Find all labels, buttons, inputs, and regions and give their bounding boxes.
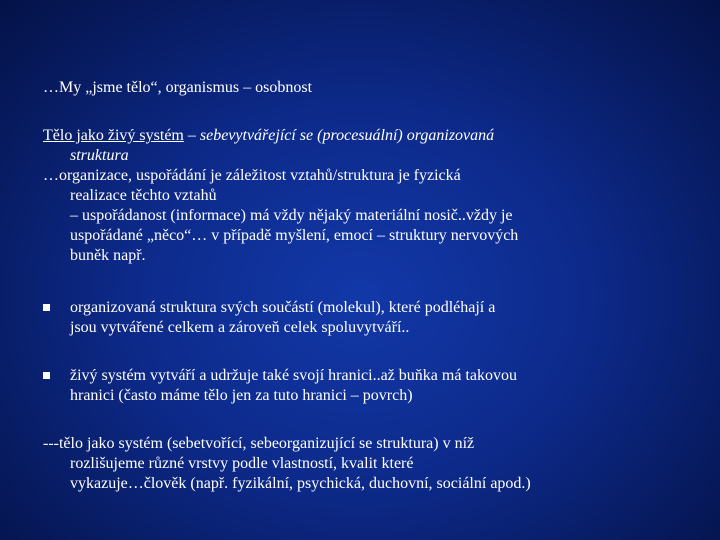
bullet-text-1a: organizovaná struktura svých součástí (molekul), které podléhají a [70, 299, 496, 316]
living-system-term: Tělo jako živý systém [43, 127, 184, 144]
bullet-text-2b: hranici (často máme tělo jen za tuto hranici – povrch) [70, 387, 413, 404]
system-line-cont-1: rozlišujeme různé vrstvy podle vlastností, kvalit které [70, 455, 414, 472]
definition-italic-cont: struktura [70, 147, 129, 164]
organization-line-cont: realizace těchto vztahů [70, 187, 217, 204]
organization-line: …organizace, uspořádání je záležitost vztahů/struktura je fyzická [43, 167, 461, 184]
system-line-cont-2: vykazuje…člověk (např. fyzikální, psychická, duchovní, sociální apod.) [70, 475, 531, 492]
definition-italic: sebevytvářející se (procesuální) organizovaná [199, 127, 495, 144]
body-paragraph-2 [43, 434, 693, 494]
bullet-text-1b: jsou vytvářené celkem a zároveň celek spoluvytváří.. [70, 319, 410, 336]
system-line: ---tělo jako systém (sebetvořící, sebeorganizující se struktura) v níž [43, 435, 475, 452]
orderliness-line-cont-2: buněk např. [70, 247, 146, 264]
square-bullet-icon [43, 372, 50, 379]
orderliness-line-cont-1: uspořádané „něco“… v případě myšlení, emocí – struktury nervových [70, 227, 519, 244]
body-paragraph-1 [43, 126, 683, 266]
bullet-item-1 [43, 298, 683, 338]
square-bullet-icon [43, 304, 50, 311]
dash-separator: – [183, 127, 200, 144]
bullet-item-2 [43, 366, 683, 406]
orderliness-line: – uspořádanost (informace) má vždy nějaký materiální nosič..vždy je [70, 207, 513, 224]
intro-line: …My „jsme tělo“, organismus – osobnost [43, 79, 313, 96]
bullet-text-2a: živý systém vytváří a udržuje také svojí hranici..až buňka má takovou [70, 367, 517, 384]
